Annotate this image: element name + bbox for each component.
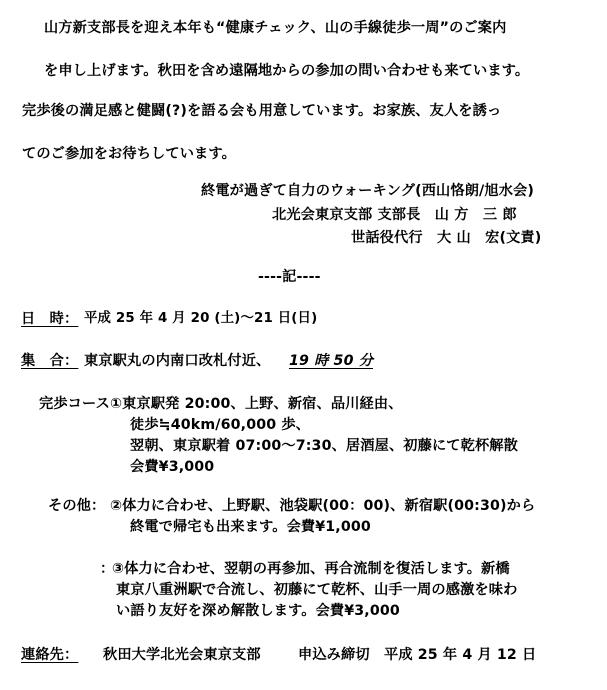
intro-line-1: 山方新支部長を迎え本年も“健康チェック、山の手線徒歩一周”のご案内 <box>44 20 507 36</box>
intro-line-3: 完歩後の満足感と健闘(?)を語る会も用意しています。お家族、友人を誘っ <box>22 103 502 119</box>
option-2-line-1: ②体力に合わせ、上野駅、池袋駅(00：00)、新宿駅(00:30)から <box>110 498 536 514</box>
gathering-label: 集 合： <box>21 353 79 369</box>
course-line-1: 完歩コース①東京駅発 20:00、上野、新宿、品川経由、 <box>39 396 403 412</box>
intro-line-2: を申し上げます。秋田を含め遠隔地からの参加の問い合わせも来ています。 <box>44 63 530 79</box>
gathering-place: 東京駅丸の内南口改札付近、 <box>84 353 271 369</box>
date-value: 平成 25 年 4 月 20 (土)～21 日(日) <box>84 311 318 326</box>
option-3-line-2: 東京八重洲駅で合流し、初藤にて乾杯、山手一周の感激を味わ <box>116 582 518 598</box>
contact-value: 秋田大学北光会東京支部 <box>103 647 261 663</box>
intro-line-4: てのご参加をお待ちしています。 <box>22 146 236 162</box>
course-line-4: 会費¥3,000 <box>130 459 215 475</box>
signature-organizer: 世話役代行 大 山 宏(文責) <box>351 230 542 246</box>
course-line-2: 徒歩≒40km/60,000 歩、 <box>130 417 311 433</box>
ki-heading: ----記---- <box>258 269 321 285</box>
course-line-3: 翌朝、東京駅着 07:00～7:30、居酒屋、初藤にて乾杯解散 <box>130 438 518 454</box>
option-2-line-2: 終電で帰宅も出来ます。会費¥1,000 <box>130 519 371 535</box>
contact-label: 連絡先： <box>21 647 79 663</box>
other-label: その他： <box>48 498 106 514</box>
gathering-time: 19 時 50 分 <box>289 353 374 369</box>
date-label: 日 時： <box>21 311 79 327</box>
application-deadline: 申込み締切 平成 25 年 4 月 12 日 <box>298 647 537 663</box>
option-3-colon: ： <box>100 561 115 577</box>
option-3-line-3: い語り友好を深め解散します。会費¥3,000 <box>116 603 400 619</box>
option-3-line-1: ③体力に合わせ、翌朝の再参加、再合流制を復活します。新橋 <box>112 561 510 577</box>
signature-author: 終電が過ぎて自力のウォーキング(西山恪朗/旭水会) <box>201 183 535 199</box>
signature-branch-head: 北光会東京支部 支部長 山 方 三 郎 <box>272 207 517 223</box>
